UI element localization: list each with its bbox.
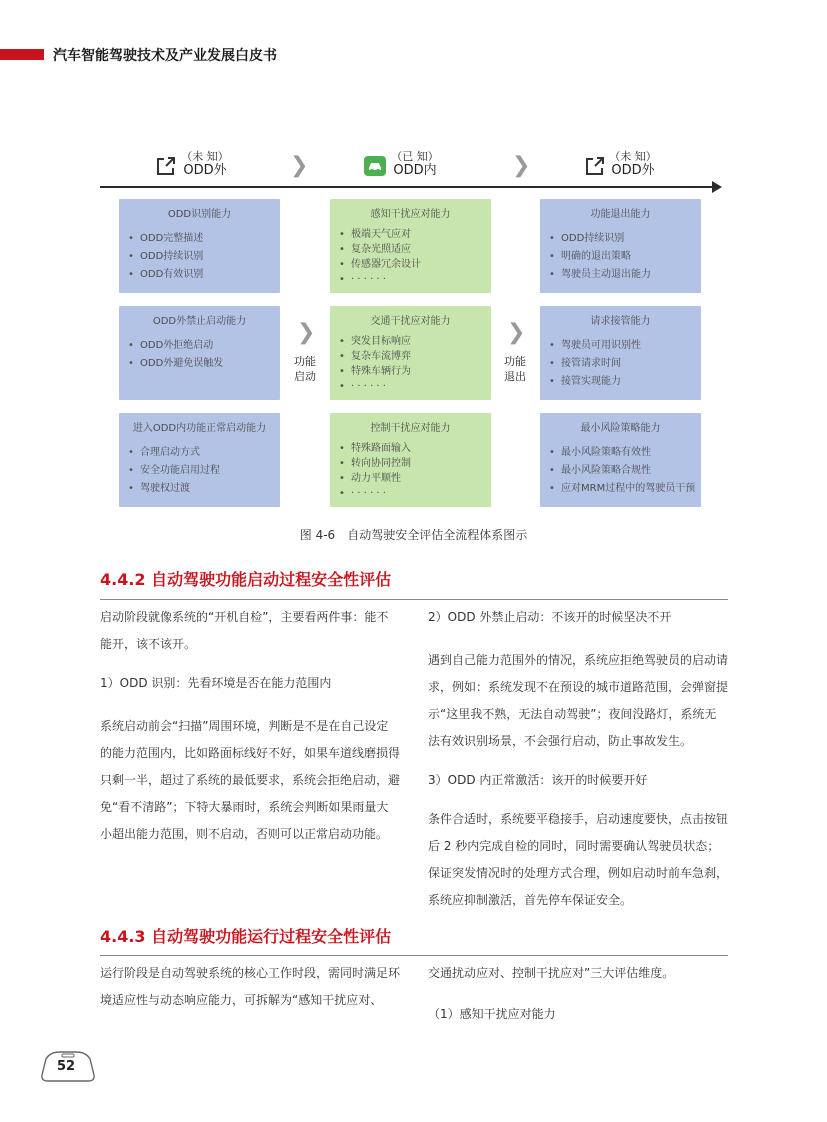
subheading: 1）ODD 识别：先看环境是否在能力范围内 — [100, 676, 332, 690]
car-badge-icon — [364, 156, 386, 176]
section2-left-column — [100, 960, 400, 1014]
subheading: 2）ODD 外禁止启动：不该开的时候坚决不开 — [428, 610, 672, 624]
box-control-interference: 控制干扰应对能力 • 特殊路面输入 • 转向协同控制 • 动力平顺性 • · · · · · · — [330, 413, 491, 507]
section1-right-column — [428, 604, 728, 914]
external-link-icon — [584, 155, 606, 177]
stage-odd-outside-end: （未 知） ODD外 — [609, 150, 657, 178]
box-minimal-risk-strategy: 最小风险策略能力 • 最小风险策略有效性 • 最小风险策略合规性 • 应对MRM过程中的驾驶员干预 — [540, 413, 701, 507]
stage-odd-inside: （已 知） ODD内 — [391, 150, 439, 178]
section-divider — [100, 955, 728, 956]
subheading: （1）感知干扰应对能力 — [428, 1007, 556, 1021]
box-traffic-interference: 交通干扰应对能力 • 突发目标响应 • 复杂车流博弈 • 特殊车辆行为 • · · · · · · — [330, 306, 491, 400]
section-heading: 4.4.2 自动驾驶功能启动过程安全性评估 — [100, 570, 392, 589]
chevron-right-icon: ❯ — [507, 320, 526, 345]
paragraph: 系统启动前会“扫描”周围环境，判断是不是在自己设定的能力范围内，比如路面标线好不好，如果车道线磨损得只剩一半，超过了系统的最低要求，系统会拒绝启动，避免“看不清路”；下特大暴雨时，系统会判断如果雨量大小超出能力范围，则不启动，否则可以正常启动功能。 — [100, 719, 401, 841]
section1-left-column — [100, 604, 400, 848]
box-odd-outside-no-start: ODD外禁止启动能力 • ODD外拒绝启动 • ODD外避免误触发 — [119, 306, 280, 400]
section2-right-column — [428, 960, 728, 1028]
box-normal-start-in-odd: 进入ODD内功能正常启动能力 • 合理启动方式 • 安全功能启用过程 • 驾驶权过渡 — [119, 413, 280, 507]
timeline-arrow-line — [100, 186, 714, 188]
chevron-right-icon: ❯ — [512, 153, 531, 178]
external-link-icon — [155, 155, 177, 177]
timeline-arrow-head — [712, 181, 722, 193]
box-odd-recognition: ODD识别能力 • ODD完整描述 • ODD持续识别 • ODD有效识别 — [119, 199, 280, 293]
subheading: 3）ODD 内正常激活：该开的时候要开好 — [428, 773, 648, 787]
paragraph: 遇到自己能力范围外的情况，系统应拒绝驾驶员的启动请求，例如：系统发现不在预设的城市道路范围，会弹窗提示“这里我不熟，无法自动驾驶”；夜间没路灯，系统无法有效识别场景，不会强行启动，防止事故发生。 — [428, 653, 729, 748]
figure-caption: 图 4-6 自动驾驶安全评估全流程体系图示 — [299, 528, 528, 542]
paragraph: 交通扰动应对、控制干扰应对”三大评估维度。 — [428, 966, 675, 980]
box-perception-interference: 感知干扰应对能力 • 极端天气应对 • 复杂光照适应 • 传感器冗余设计 • · · · · · · — [330, 199, 491, 293]
section-heading: 4.4.3 自动驾驶功能运行过程安全性评估 — [100, 927, 392, 946]
box-takeover-request: 请求接管能力 • 驾驶员可用识别性 • 接管请求时间 • 接管实现能力 — [540, 306, 701, 400]
header-accent-bar — [0, 49, 44, 60]
section-divider — [100, 599, 728, 600]
box-function-exit: 功能退出能力 • ODD持续识别 • 明确的退出策略 • 驾驶员主动退出能力 — [540, 199, 701, 293]
paragraph: 条件合适时，系统要平稳接手，启动速度要快，点击按钮后 2 秒内完成自检的同时，同时需要确认驾驶员状态；保证突发情况时的处理方式合理，例如启动时前车急刹，系统应抑制激活，首先停车保证安全。 — [428, 812, 729, 907]
paragraph: 启动阶段就像系统的“开机自检”，主要看两件事：能不能开，该不该开。 — [100, 610, 389, 651]
page-number: 52 — [57, 1059, 76, 1074]
chevron-right-icon: ❯ — [290, 153, 309, 178]
paragraph: 运行阶段是自动驾驶系统的核心工作时段，需同时满足环境适应性与动态响应能力，可拆解为“感知干扰应对、 — [100, 966, 401, 1007]
stage-odd-outside-start: （未 知） ODD外 — [181, 150, 229, 178]
document-title: 汽车智能驾驶技术及产业发展白皮书 — [53, 48, 277, 64]
chevron-right-icon: ❯ — [297, 320, 316, 345]
label-function-exit: 功能 退出 — [504, 355, 526, 383]
label-function-start: 功能 启动 — [294, 355, 316, 383]
